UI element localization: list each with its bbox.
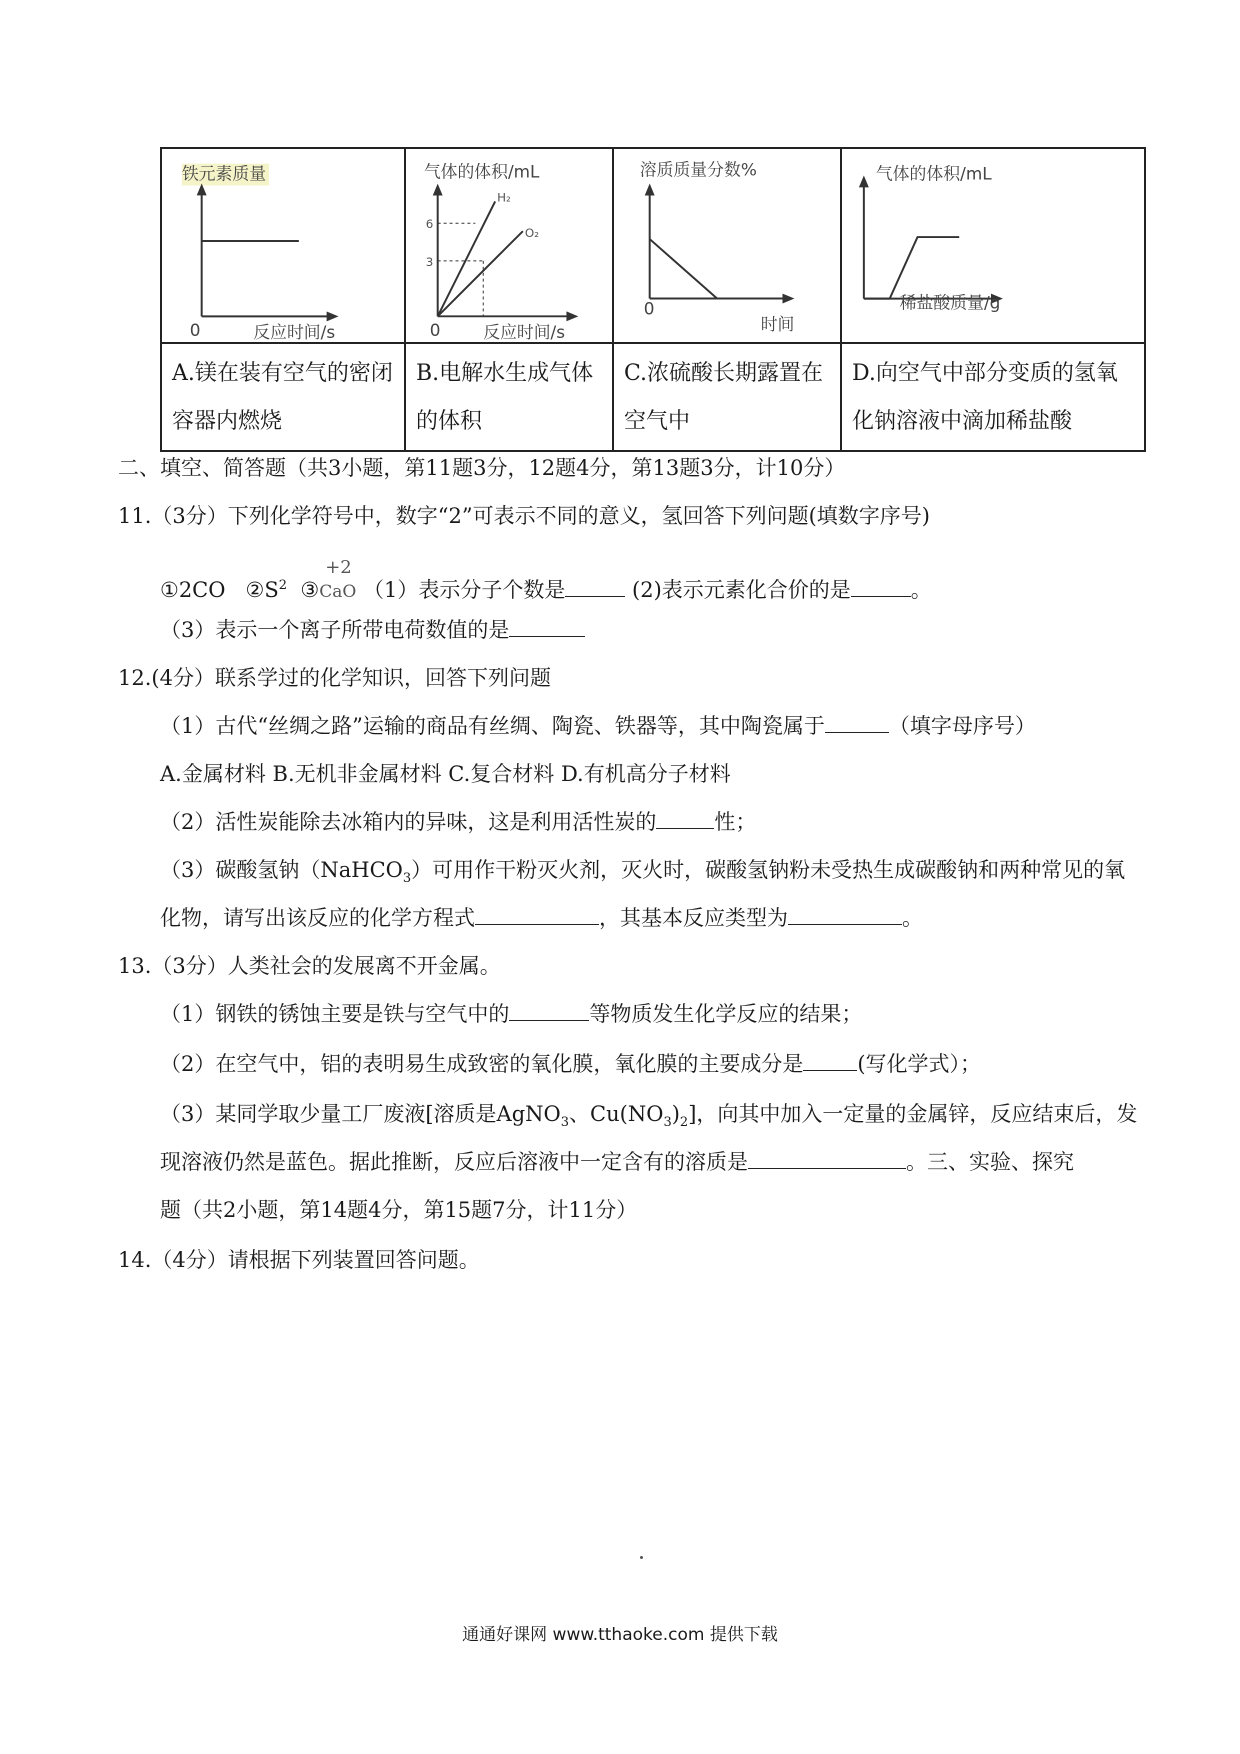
graph-a (161, 148, 405, 343)
q11-part2: (2)表示元素化合价的是 (632, 578, 851, 602)
caption-d (841, 343, 1145, 451)
graph-c-series (650, 239, 783, 298)
graph-b-ylabel: 气体的体积/mL (423, 161, 540, 182)
graph-a-origin: 0 (189, 320, 201, 341)
q12-stem: 12.(4分）联系学过的化学知识，回答下列问题 (118, 666, 551, 690)
q12-blank-4[interactable] (788, 904, 902, 925)
q13-part4-b: 。三、实验、探究 (906, 1150, 1074, 1174)
q12-part1-end: （填字母序号） (888, 714, 1036, 738)
caption-b-line2: 的体积 (416, 409, 483, 434)
caption-a-line1: A.镁在装有空气的密闭 (172, 361, 393, 386)
graph-b-xlabel: 反应时间/s (483, 322, 565, 342)
q12-part3-b: ）可用作干粉灭火剂，灭火时，碳酸氢钠粉未受热生成碳酸钠和两种常见的氧 (411, 858, 1126, 882)
footer-text: 通通好课网 www.tthaoke.com 提供下载 (462, 1625, 778, 1645)
q12-part4-b: ，其基本反应类型为 (599, 906, 788, 930)
q11-stem: 11.（3分）下列化学符号中，数字“2”可表示不同的意义，氢回答下列问题(填数字序号) (118, 504, 930, 528)
graph-d-chart (842, 149, 1144, 342)
graph-b-h2-line (438, 201, 495, 316)
q13-part1-b: 等物质发生化学反应的结果； (589, 1002, 863, 1026)
stray-dot (640, 1556, 643, 1559)
q12-part2-end: 性； (714, 810, 757, 834)
q13-part3-sub1: 3 (560, 1115, 570, 1131)
caption-c (613, 343, 841, 451)
caption-c-line1: C.浓硫酸长期露置在 (624, 361, 824, 386)
q12-blank-1[interactable] (825, 712, 889, 733)
q11-blank-1[interactable] (565, 576, 625, 597)
q13-part4-a: 现溶液仍然是蓝色。据此推断，反应后溶液中一定含有的溶质是 (160, 1150, 748, 1174)
graph-c-origin: 0 (643, 298, 655, 319)
q13-part1-a: （1）钢铁的锈蚀主要是铁与空气中的 (160, 1002, 510, 1026)
q11-sym3-valence: +2 (325, 557, 352, 578)
graph-d-xlabel: 稀盐酸质量/g (899, 292, 1001, 313)
q13-part3-sub3: 2 (679, 1115, 689, 1131)
graph-b-chart (406, 149, 612, 342)
q13-line1 (160, 1000, 862, 1028)
graph-d-ylabel: 气体的体积/mL (875, 163, 992, 184)
q13-line2 (160, 1050, 981, 1078)
q13-line3 (160, 1100, 1137, 1137)
q12-line4 (160, 904, 923, 932)
q13-part3-sub2: 3 (663, 1115, 672, 1131)
graph-b-o2-label: O₂ (524, 226, 539, 241)
q11-sym2 (246, 578, 288, 602)
q13-part3-a: （3）某同学取少量工厂废液[溶质是AgNO (160, 1102, 561, 1126)
q13-part2-a: （2）在空气中，铝的表明易生成致密的氧化膜，氧化膜的主要成分是 (160, 1052, 804, 1076)
q11-sym3 (300, 557, 357, 602)
q12-part3-a: （3）碳酸氢钠（NaHCO (160, 858, 403, 882)
graph-b-tick-3: 3 (425, 254, 434, 269)
q12-line3 (160, 856, 1125, 893)
graph-c-chart (614, 149, 840, 342)
q13-line5: 题（共2小题，第14题4分，第15题7分，计11分） (160, 1198, 638, 1222)
q14-stem: 14.（4分）请根据下列装置回答问题。 (118, 1248, 480, 1272)
graph-b-tick-6: 6 (425, 217, 434, 232)
graph-b-origin: 0 (429, 320, 441, 341)
section-2-heading: 二、填空、简答题（共3小题，第11题3分，12题4分，第13题3分，计10分） (118, 456, 846, 480)
q12-part4-a: 化物，请写出该反应的化学方程式 (160, 906, 475, 930)
q11-line2 (160, 616, 585, 644)
graph-a-chart (162, 149, 404, 342)
q13-part3-b: 、Cu(NO (569, 1102, 664, 1126)
q12-line2 (160, 808, 756, 836)
q11-sym1: ①2CO (160, 578, 226, 602)
q13-blank-3[interactable] (748, 1148, 906, 1169)
graph-c-xlabel: 时间 (760, 314, 795, 335)
q12-blank-2[interactable] (656, 808, 714, 829)
caption-d-line1: D.向空气中部分变质的氢氧 (852, 361, 1118, 386)
q13-line4 (160, 1148, 1074, 1176)
q12-options: A.金属材料 B.无机非金属材料 C.复合材料 D.有机高分子材料 (160, 762, 731, 786)
q11-blank-3[interactable] (509, 616, 585, 637)
q13-blank-2[interactable] (803, 1050, 857, 1071)
graph-d (841, 148, 1145, 343)
graph-c (613, 148, 841, 343)
q11-part2-end: 。 (910, 578, 932, 602)
q12-part4-c: 。 (902, 906, 923, 930)
graph-b-o2-line (438, 231, 523, 316)
q12-part1-text: （1）古代“丝绸之路”运输的商品有丝绸、陶瓷、铁器等，其中陶瓷属于 (160, 714, 825, 738)
q13-part2-b: (写化学式）； (857, 1052, 982, 1076)
caption-b-line1: B.电解水生成气体 (416, 361, 594, 386)
q11-sym2-base: ②S (245, 578, 279, 602)
q13-stem: 13.（3分）人类社会的发展离不开金属。 (118, 954, 501, 978)
options-table (160, 147, 1146, 452)
q13-part3-c: ) (671, 1102, 680, 1126)
graph-c-ylabel: 溶质质量分数% (639, 159, 757, 180)
q11-sym2-sup: 2 (278, 578, 288, 593)
caption-b (405, 343, 613, 451)
q11-line1 (160, 557, 932, 606)
caption-a (161, 343, 405, 451)
graph-a-xlabel: 反应时间/s (253, 322, 336, 342)
graph-d-series (864, 237, 959, 299)
q11-part1: （1）表示分子个数是 (362, 578, 566, 602)
q12-line1 (160, 712, 1036, 740)
q11-sym3-num: ③ (300, 578, 320, 602)
caption-d-line2: 化钠溶液中滴加稀盐酸 (852, 409, 1073, 434)
q12-part2-text: （2）活性炭能除去冰箱内的异味，这是利用活性炭的 (160, 810, 657, 834)
q12-blank-3[interactable] (475, 904, 599, 925)
caption-a-line2: 容器内燃烧 (172, 409, 283, 434)
q11-blank-2[interactable] (851, 576, 911, 597)
graph-a-ylabel: 铁元素质量 (181, 163, 267, 184)
caption-c-line2: 空气中 (624, 409, 691, 434)
q11-sym3-formula: CaO (319, 582, 357, 602)
q11-part3: （3）表示一个离子所带电荷数值的是 (160, 618, 510, 642)
q13-blank-1[interactable] (509, 1000, 589, 1021)
q13-part3-d: ]，向其中加入一定量的金属锌，反应结束后，发 (688, 1102, 1138, 1126)
graph-b (405, 148, 613, 343)
graph-b-h2-label: H₂ (497, 190, 511, 205)
q12-part3-sub: 3 (402, 871, 412, 887)
